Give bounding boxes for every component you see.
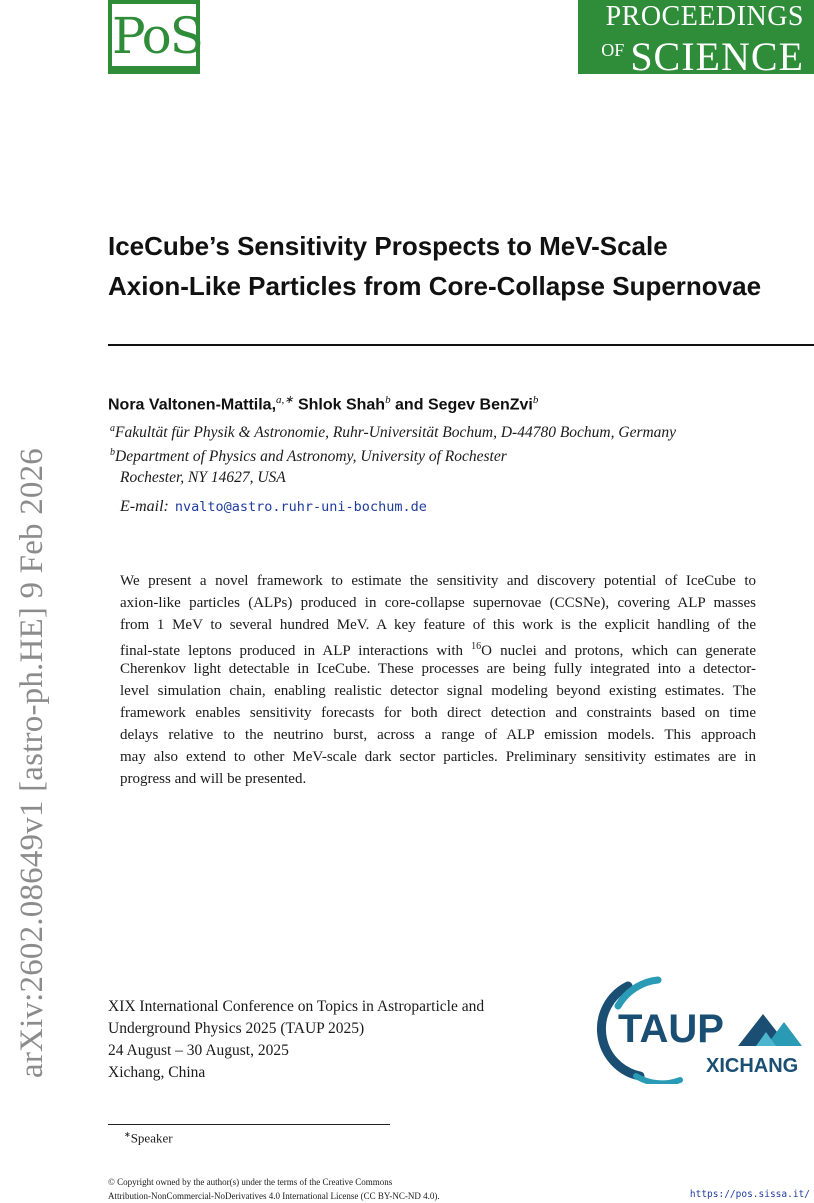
email-link[interactable]: nvalto@astro.ruhr-uni-bochum.de: [174, 499, 427, 515]
footnote-text: Speaker: [130, 1130, 173, 1146]
abstract-line: level simulation chain, enabling realistic detector signal modeling beyond existing estimates. The: [120, 683, 756, 699]
oxygen-isotope-superscript: 16: [471, 641, 482, 652]
footnote-mark: ∗: [124, 1130, 131, 1139]
email-row: [120, 498, 427, 516]
author-1: Nora Valtonen-Mattila,: [108, 396, 277, 414]
affiliation-a: [110, 423, 676, 442]
abstract-line-4-pre: final-state leptons produced in ALP interactions with: [120, 643, 472, 659]
banner-of: OF: [601, 40, 625, 60]
author-list: [108, 393, 538, 414]
taup-logo-arc-bottom: [636, 1076, 680, 1083]
author-3-affil-mark: b: [532, 394, 539, 406]
conference-dates: 24 August – 30 August, 2025: [108, 1042, 289, 1059]
taup-logo-word: TAUP: [618, 1007, 724, 1051]
abstract-line: from 1 MeV to several hundred MeV. A key feature of this work is the explicit handling of the: [120, 617, 756, 633]
taup-xichang-logo: [588, 976, 810, 1084]
footnote: [124, 1130, 173, 1146]
author-1-affil-mark: a,∗: [276, 394, 294, 406]
abstract-line: may also extend to other MeV-scale dark sector particles. Preliminary sensitivity estimates are in: [120, 749, 756, 765]
abstract-line: delays relative to the neutrino burst, across a range of ALP emission models. This approach: [120, 727, 756, 743]
copyright-notice: [108, 1175, 440, 1203]
affiliation-a-mark: a: [110, 423, 115, 434]
paper-title: [108, 226, 808, 306]
pos-logo-text: PoS: [112, 7, 202, 65]
author-2-affil-mark: b: [385, 394, 391, 406]
abstract-line: progress and will be presented.: [120, 771, 307, 787]
affiliation-b-mark: b: [110, 447, 115, 458]
conference-location: Xichang, China: [108, 1064, 206, 1081]
title-line-2: Axion-Like Particles from Core-Collapse Supernovae: [108, 271, 762, 301]
affiliation-b-line-1: Department of Physics and Astronomy, University of Rochester: [115, 448, 507, 466]
abstract-line: axion-like particles (ALPs) produced in core-collapse supernovae (CCSNe), covering ALP masses: [120, 595, 756, 611]
author-and: and: [395, 396, 424, 414]
author-3: Segev BenZvi: [427, 396, 533, 414]
author-2: Shlok Shah: [297, 396, 386, 414]
title-line-1: IceCube’s Sensitivity Prospects to MeV-Scale: [108, 231, 668, 261]
affiliation-b-line-2: Rochester, NY 14627, USA: [120, 469, 286, 486]
pos-logo: [108, 0, 200, 74]
abstract-line-4-post: O nuclei and protons, which can generate: [481, 643, 756, 659]
taup-logo-city: XICHANG: [706, 1055, 799, 1077]
arxiv-identifier-stamp: arXiv:2602.08649v1 [astro-ph.HE] 9 Feb 2026: [14, 447, 50, 1078]
conference-line-2: Underground Physics 2025 (TAUP 2025): [108, 1020, 365, 1037]
abstract-line: framework enables sensitivity forecasts for both direct detection and constraints based on time: [120, 705, 756, 721]
banner-science: SCIENCE: [630, 34, 804, 79]
conference-info: [108, 996, 548, 1084]
affiliation-b: [110, 447, 507, 466]
abstract-line: [120, 636, 756, 658]
pos-url-link[interactable]: https://pos.sissa.it/: [689, 1189, 810, 1200]
footnote-divider: [108, 1124, 390, 1125]
copyright-line-2: Attribution-NonCommercial-NoDerivatives 4.0 International License (CC BY-NC-ND 4.0).: [108, 1191, 440, 1201]
email-label: E-mail:: [120, 498, 169, 515]
banner-proceedings: PROCEEDINGS: [605, 1, 804, 32]
title-divider: [108, 344, 814, 346]
conference-line-1: XIX International Conference on Topics in Astroparticle and: [108, 998, 485, 1015]
abstract: [120, 570, 756, 790]
copyright-line-1: © Copyright owned by the author(s) under the terms of the Creative Commons: [108, 1177, 393, 1187]
proceedings-of-science-banner: [578, 0, 814, 79]
abstract-line: Cherenkov light detectable in IceCube. These processes are being fully integrated into a detector-: [120, 661, 756, 677]
abstract-line: We present a novel framework to estimate the sensitivity and discovery potential of IceCube to: [120, 573, 756, 589]
affiliation-a-text: Fakultät für Physik & Astronomie, Ruhr-Universität Bochum, D-44780 Bochum, Germany: [115, 424, 677, 442]
